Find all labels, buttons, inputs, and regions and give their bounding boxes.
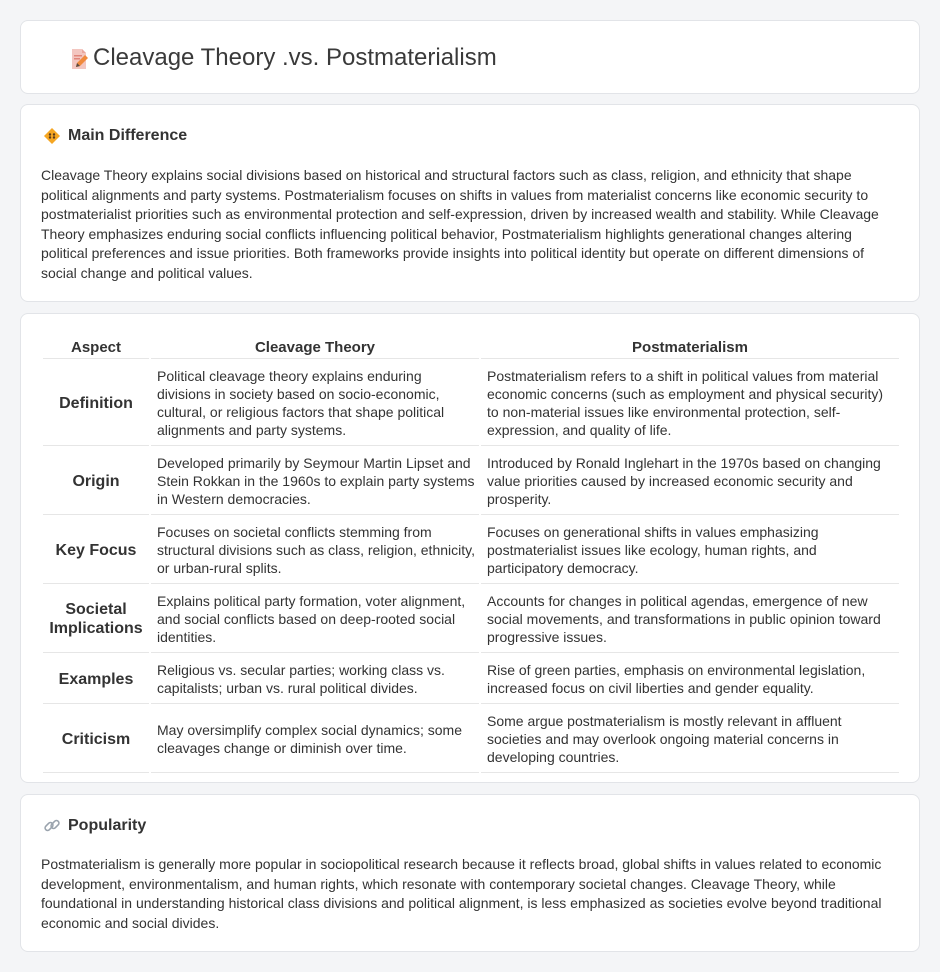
aspect-cell: Societal Implications [43, 586, 149, 653]
document-pencil-icon [67, 47, 91, 71]
table-row [43, 655, 899, 704]
aspect-cell: Criticism [43, 706, 149, 773]
postmaterialism-cell: Introduced by Ronald Inglehart in the 1970s based on changing value priorities caused by increased economic security and prosperity. [481, 448, 899, 515]
header-cleavage-theory: Cleavage Theory [151, 335, 479, 359]
cleavage-cell: May oversimplify complex social dynamics; some cleavages change or diminish over time. [151, 706, 479, 773]
diamond-pattern-icon [43, 127, 61, 145]
header-aspect: Aspect [43, 335, 149, 359]
table-row [43, 706, 899, 773]
cleavage-cell: Focuses on societal conflicts stemming from structural divisions such as class, religion, ethnicity, or urban-rural splits. [151, 517, 479, 584]
table-row [43, 517, 899, 584]
postmaterialism-cell: Rise of green parties, emphasis on environmental legislation, increased focus on civil liberties and gender equality. [481, 655, 899, 704]
aspect-cell: Definition [43, 361, 149, 446]
cleavage-cell: Political cleavage theory explains enduring divisions in society based on socio-economic, cultural, or religious factors that shape political alignments and party systems. [151, 361, 479, 446]
header-postmaterialism: Postmaterialism [481, 335, 899, 359]
postmaterialism-cell: Focuses on generational shifts in values emphasizing postmaterialist issues like ecology, human rights, and participatory democracy. [481, 517, 899, 584]
table-row [43, 361, 899, 446]
aspect-cell: Key Focus [43, 517, 149, 584]
comparison-card [20, 313, 920, 783]
popularity-text: Postmaterialism is generally more popular in sociopolitical research because it reflects broad, global shifts in values related to economic development, environmentalism, and human rights, which resonate with contemporary societal changes. Cleavage Theory, while foundational in understanding historical class divisions and political alignment, is less emphasized as societies evolve beyond traditional economic and social divides. [41, 856, 882, 931]
main-difference-heading [43, 127, 187, 145]
postmaterialism-cell: Some argue postmaterialism is mostly relevant in affluent societies and may overlook ongoing material concerns in developing countries. [481, 706, 899, 773]
link-icon [43, 817, 61, 835]
cleavage-cell: Explains political party formation, voter alignment, and social conflicts based on deep-rooted social identities. [151, 586, 479, 653]
postmaterialism-cell: Postmaterialism refers to a shift in political values from material economic concerns (such as employment and physical security) to non-material issues like environmental protection, self-expression, and quality of life. [481, 361, 899, 446]
table-row [43, 586, 899, 653]
main-difference-title: Main Difference [68, 127, 188, 144]
cleavage-cell: Religious vs. secular parties; working class vs. capitalists; urban vs. rural political divides. [151, 655, 479, 704]
main-difference-card [20, 104, 920, 302]
comparison-table [41, 333, 901, 775]
popularity-card [20, 794, 920, 952]
aspect-cell: Examples [43, 655, 149, 704]
aspect-cell: Origin [43, 448, 149, 515]
main-difference-text: Cleavage Theory explains social divisions based on historical and structural factors such as class, religion, and ethnicity that shape political alignments and party systems. Postmaterialism focuses on shifts in values from materialist concerns like economic security to postmaterialist priorities such as environmental protection and self-expression, driven by increased wealth and stability. While Cleavage Theory emphasizes enduring social conflicts influencing political behavior, Postmaterialism highlights generational changes altering political preferences and issue priorities. Both frameworks provide insights into political identity but operate on different dimensions of social change and political values. [41, 167, 879, 281]
popularity-heading [43, 817, 146, 835]
cleavage-cell: Developed primarily by Seymour Martin Lipset and Stein Rokkan in the 1960s to explain party systems in Western democracies. [151, 448, 479, 515]
postmaterialism-cell: Accounts for changes in political agendas, emergence of new social movements, and transformations in public opinion toward progressive issues. [481, 586, 899, 653]
table-header-row [43, 335, 899, 359]
popularity-title: Popularity [68, 817, 147, 834]
table-row [43, 448, 899, 515]
title-card [20, 20, 920, 94]
page-title: Cleavage Theory .vs. Postmaterialism [93, 44, 497, 71]
